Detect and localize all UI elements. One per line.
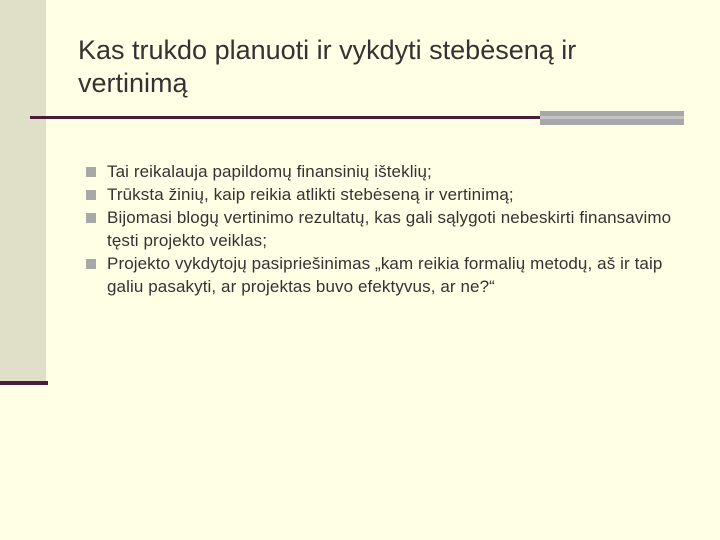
bullet-list	[86, 160, 686, 298]
square-bullet-icon	[86, 167, 96, 177]
bullet-text: Tai reikalauja papildomų finansinių išteklių;	[107, 162, 432, 181]
bullet-text: Bijomasi blogų vertinimo rezultatų, kas gali sąlygoti nebeskirti finansavimo tęsti projekto veiklas;	[107, 208, 672, 250]
title-divider-accent-line	[540, 116, 684, 119]
bullet-item	[86, 183, 686, 206]
square-bullet-icon	[86, 190, 96, 200]
title-divider	[30, 116, 540, 119]
square-bullet-icon	[86, 213, 96, 223]
bullet-item	[86, 206, 686, 252]
left-bar-divider	[0, 381, 48, 385]
bullet-item	[86, 252, 686, 298]
slide-title: Kas trukdo planuoti ir vykdyti stebėseną ir vertinimą	[78, 35, 577, 98]
bullet-text: Projekto vykdytojų pasipriešinimas „kam reikia formalių metodų, aš ir taip galiu pasakyti, ar projektas buvo efektyvus, ar ne?“	[107, 254, 663, 296]
left-decorative-bar	[0, 0, 46, 381]
bullet-item	[86, 160, 686, 183]
square-bullet-icon	[86, 259, 96, 269]
bullet-text: Trūksta žinių, kaip reikia atlikti stebėseną ir vertinimą;	[107, 185, 514, 204]
